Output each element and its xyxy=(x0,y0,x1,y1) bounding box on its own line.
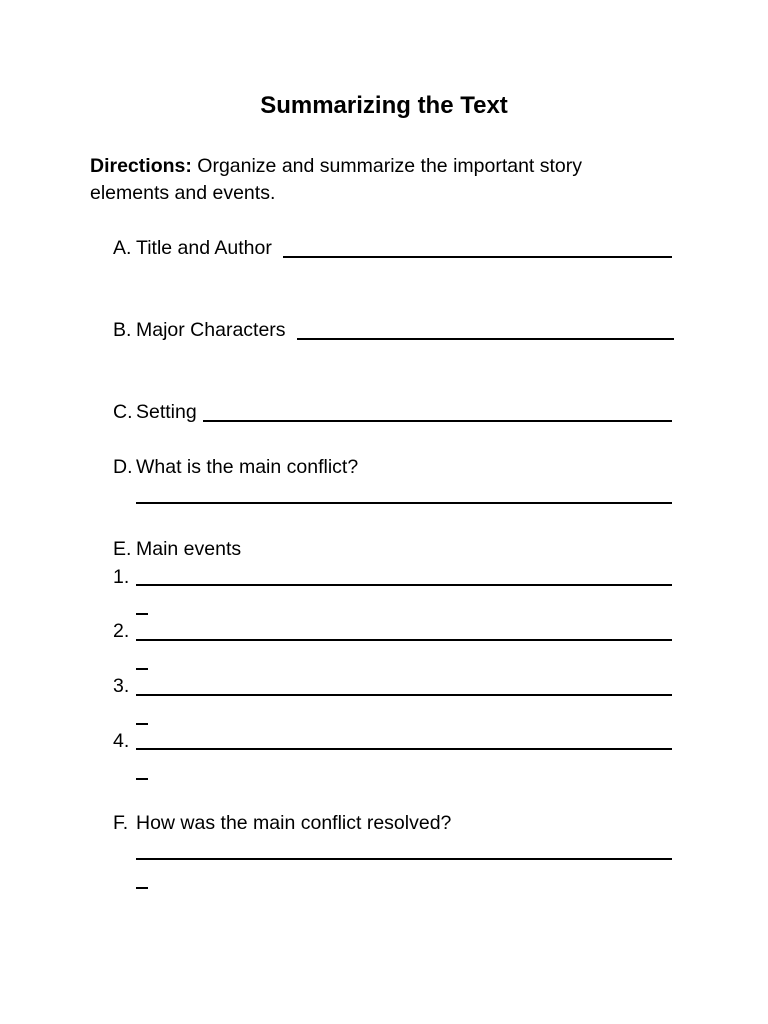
item-label: Major Characters xyxy=(136,319,286,341)
directions xyxy=(90,153,650,207)
line-wrap-dash xyxy=(136,723,148,725)
item-label: How was the main conflict resolved? xyxy=(136,812,452,834)
answer-line-event-2[interactable] xyxy=(136,639,672,641)
item-letter: D. xyxy=(113,456,133,478)
answer-line-event-4[interactable] xyxy=(136,748,672,750)
event-number: 3. xyxy=(113,675,130,697)
item-label: Title and Author xyxy=(136,237,272,259)
answer-line-conflict-resolved[interactable] xyxy=(136,858,672,860)
event-number: 1. xyxy=(113,566,130,588)
answer-line-title-author[interactable] xyxy=(283,256,672,258)
item-letter: B. xyxy=(113,319,132,341)
directions-text: Organize and summarize the important story elements and events. xyxy=(90,155,583,204)
item-label: Main events xyxy=(136,538,242,560)
event-number: 4. xyxy=(113,730,130,752)
item-letter: A. xyxy=(113,237,132,259)
item-letter: F. xyxy=(113,812,129,834)
answer-line-event-1[interactable] xyxy=(136,584,672,586)
item-letter: C. xyxy=(113,401,133,423)
answer-line-setting[interactable] xyxy=(203,420,672,422)
answer-line-event-3[interactable] xyxy=(136,694,672,696)
line-wrap-dash xyxy=(136,887,148,889)
line-wrap-dash xyxy=(136,668,148,670)
page-title: Summarizing the Text xyxy=(260,92,508,119)
answer-line-main-conflict[interactable] xyxy=(136,502,672,504)
answer-line-major-characters[interactable] xyxy=(297,338,674,340)
line-wrap-dash xyxy=(136,613,148,615)
line-wrap-dash xyxy=(136,778,148,780)
item-letter: E. xyxy=(113,538,132,560)
item-label: Setting xyxy=(136,401,197,423)
directions-label: Directions: xyxy=(90,155,192,177)
item-label: What is the main conflict? xyxy=(136,456,359,478)
event-number: 2. xyxy=(113,620,130,642)
